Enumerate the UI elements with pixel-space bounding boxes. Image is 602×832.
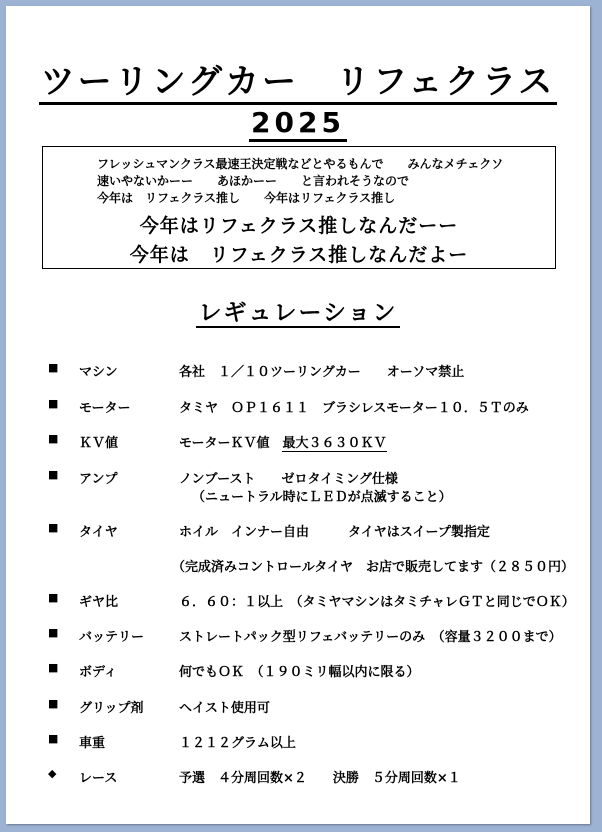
intro-box [42, 146, 556, 269]
bullet-icon: ■ [48, 361, 59, 374]
diamond-bullet-icon: ◆ [48, 767, 57, 780]
rule-value-prefix: モーターＫＶ値 [179, 436, 283, 451]
bullet-icon: ■ [48, 626, 59, 639]
rule-value: １２１２グラム以上 [179, 736, 296, 751]
bullet-icon: ■ [48, 661, 59, 674]
rule-label: モーター [79, 401, 131, 416]
rule-value: ストレートパック型リフェバッテリーのみ （容量３２００まで） [179, 630, 562, 645]
bullet-icon: ■ [48, 468, 59, 481]
rule-value-emphasis: 最大３６３０ＫＶ [282, 436, 387, 451]
document-title: ツーリングカー リフェクラス [6, 54, 590, 103]
rule-value: ６．６０：１以上 （タミヤマシンはタミチャレＧＴと同じでＯＫ） [179, 595, 575, 610]
bullet-icon: ■ [48, 697, 59, 710]
rule-note: （完成済みコントロールタイヤ お店で販売してます（２８５０円） [172, 560, 574, 575]
regulation-heading: レギュレーション [198, 300, 398, 326]
rule-label: レース [79, 771, 118, 786]
rule-label: タイヤ [79, 525, 118, 540]
year-heading: 2025 [6, 106, 590, 139]
rule-value: 予選 ４分周回数×２ 決勝 ５分周回数×１ [179, 771, 461, 786]
rule-label: バッテリー [79, 630, 145, 645]
rule-value: タミヤ ＯＰ１６１１ ブラシレスモーター１０．５Ｔのみ [179, 401, 529, 416]
rule-label: マシン [79, 365, 118, 380]
rule-note: （ニュートラル時にＬＥＤが点滅すること） [192, 490, 452, 505]
rule-label: ボディ [79, 665, 117, 680]
rule-value [179, 432, 387, 451]
intro-big-line-1: 今年はリフェクラス推しなんだーー [139, 215, 459, 237]
rule-value: 何でもＯＫ （１９０ミリ幅以内に限る） [179, 665, 420, 680]
intro-line-2: 速いやないかーー あほかーー と言われそうなので [97, 174, 410, 188]
rule-value: 各社 １／１０ツーリングカー オーソマ禁止 [179, 365, 465, 380]
rule-value: ヘイスト使用可 [179, 701, 270, 716]
rule-label: アンプ [79, 472, 118, 487]
rule-label: グリップ剤 [79, 701, 144, 716]
rule-value: ホイル インナー自由 タイヤはスイープ製指定 [179, 525, 490, 540]
bullet-icon: ■ [48, 732, 59, 745]
rule-label: ギヤ比 [79, 595, 119, 610]
intro-line-1: フレッシュマンクラス最速王決定戦などとやるもんで みんなメチェクソ [97, 157, 504, 171]
rule-label: 車重 [79, 736, 106, 751]
bullet-icon: ■ [48, 521, 59, 534]
bullet-icon: ■ [48, 397, 59, 410]
rule-label: ＫＶ値 [79, 436, 119, 451]
bullet-icon: ■ [48, 591, 59, 604]
intro-line-3: 今年は リフェクラス推し 今年はリフェクラス推し [97, 191, 396, 205]
rule-value: ノンブースト ゼロタイミング仕様 [179, 472, 398, 487]
intro-big-line-2: 今年は リフェクラス推しなんだよー [129, 244, 469, 266]
document-page [6, 6, 590, 824]
bullet-icon: ■ [48, 432, 59, 445]
